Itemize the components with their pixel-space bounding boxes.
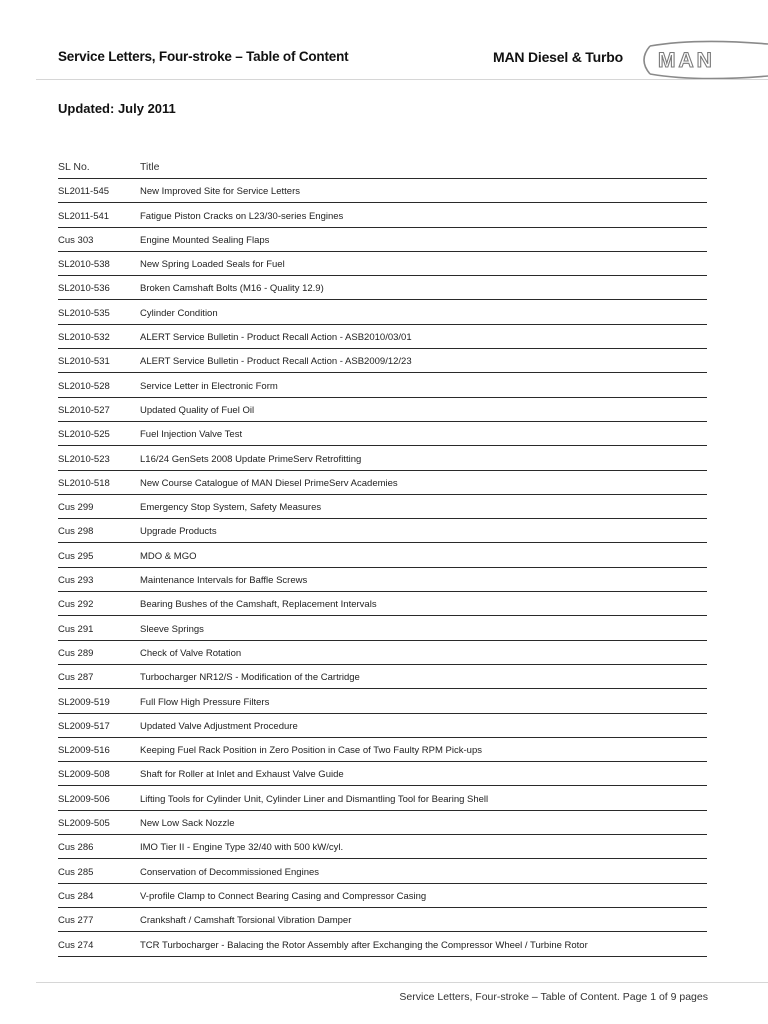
title-cell: Service Letter in Electronic Form [140,380,278,392]
table-row [58,689,707,713]
table-row [58,616,707,640]
title-cell: Engine Mounted Sealing Flaps [140,234,270,246]
sl-number-cell: SL2010-523 [58,453,110,465]
sl-number-cell: SL2009-506 [58,793,110,805]
sl-number-cell: SL2011-541 [58,210,110,222]
title-cell: L16/24 GenSets 2008 Update PrimeServ Retrofitting [140,453,362,465]
sl-number-cell: SL2009-505 [58,818,110,830]
table-row [58,665,707,689]
sl-number-cell: SL2009-517 [58,720,110,732]
table-row [58,835,707,859]
table-row [58,203,707,227]
sl-number-cell: Cus 286 [58,842,94,854]
sl-number-cell: SL2010-538 [58,259,110,271]
sl-number-cell: SL2010-527 [58,404,110,416]
sl-number-cell: Cus 284 [58,890,94,902]
table-row [58,325,707,349]
table-row [58,811,707,835]
sl-number-cell: Cus 303 [58,234,94,246]
title-cell: Conservation of Decommissioned Engines [140,866,320,878]
table-row [58,714,707,738]
sl-number-cell: Cus 292 [58,599,94,611]
table-row [58,738,707,762]
table-row [58,228,707,252]
title-cell: V-profile Clamp to Connect Bearing Casing and Compressor Casing [140,890,427,902]
header-divider [36,79,768,80]
column-header-title: Title [140,161,160,173]
title-cell: Check of Valve Rotation [140,647,242,659]
title-cell: Updated Valve Adjustment Procedure [140,720,298,732]
title-cell: Full Flow High Pressure Filters [140,696,270,708]
title-cell: Crankshaft / Camshaft Torsional Vibration Damper [140,915,352,927]
title-cell: MDO & MGO [140,550,197,562]
table-row [58,884,707,908]
table-row [58,641,707,665]
document-title: Service Letters, Four-stroke – Table of Content [58,49,349,64]
table-row [58,859,707,883]
table-row [58,471,707,495]
title-cell: TCR Turbocharger - Balacing the Rotor Assembly after Exchanging the Compressor Wheel / Turbine Rotor [140,939,588,951]
table-row [58,179,707,203]
sl-number-cell: Cus 277 [58,915,94,927]
table-row [58,495,707,519]
title-cell: ALERT Service Bulletin - Product Recall Action - ASB2009/12/23 [140,356,412,368]
title-cell: New Improved Site for Service Letters [140,186,300,198]
table-row [58,422,707,446]
title-cell: Updated Quality of Fuel Oil [140,404,255,416]
title-cell: ALERT Service Bulletin - Product Recall Action - ASB2010/03/01 [140,332,412,344]
title-cell: IMO Tier II - Engine Type 32/40 with 500 kW/cyl. [140,842,344,854]
column-header-sl-no: SL No. [58,161,90,173]
sl-number-cell: SL2009-516 [58,745,110,757]
sl-number-cell: Cus 295 [58,550,94,562]
table-row [58,932,707,956]
title-cell: Upgrade Products [140,526,217,538]
table-row [58,446,707,470]
sl-number-cell: SL2010-525 [58,429,110,441]
man-logo [636,40,768,80]
sl-number-cell: SL2010-535 [58,307,110,319]
sl-number-cell: Cus 298 [58,526,94,538]
sl-number-cell: Cus 291 [58,623,94,635]
table-row [58,908,707,932]
sl-number-cell: SL2010-532 [58,332,110,344]
title-cell: Fatigue Piston Cracks on L23/30-series Engines [140,210,344,222]
table-row [58,762,707,786]
title-cell: Bearing Bushes of the Camshaft, Replacement Intervals [140,599,377,611]
title-cell: Maintenance Intervals for Baffle Screws [140,575,308,587]
sl-number-cell: SL2010-518 [58,477,110,489]
sl-number-cell: Cus 299 [58,502,94,514]
sl-number-cell: SL2011-545 [58,186,110,198]
sl-number-cell: Cus 274 [58,939,94,951]
sl-number-cell: SL2009-508 [58,769,110,781]
table-row [58,519,707,543]
title-cell: Fuel Injection Valve Test [140,429,243,441]
service-letters-table [58,157,707,957]
logo-lettering: MAN [658,49,715,72]
title-cell: New Course Catalogue of MAN Diesel PrimeServ Academies [140,477,398,489]
title-cell: Emergency Stop System, Safety Measures [140,502,322,514]
table-row [58,300,707,324]
table-row [58,543,707,567]
brand-name: MAN Diesel & Turbo [493,49,623,65]
table-row [58,592,707,616]
title-cell: Lifting Tools for Cylinder Unit, Cylinder Liner and Dismantling Tool for Bearing Shell [140,793,489,805]
sl-number-cell: Cus 285 [58,866,94,878]
title-cell: Cylinder Condition [140,307,218,319]
title-cell: New Low Sack Nozzle [140,818,235,830]
sl-number-cell: SL2009-519 [58,696,110,708]
table-row [58,276,707,300]
sl-number-cell: SL2010-528 [58,380,110,392]
updated-date: Updated: July 2011 [58,101,176,116]
sl-number-cell: SL2010-536 [58,283,110,295]
title-cell: Turbocharger NR12/S - Modification of the Cartridge [140,672,360,684]
table-row [58,252,707,276]
table-row [58,349,707,373]
table-row [58,373,707,397]
page-footer: Service Letters, Four-stroke – Table of Content. Page 1 of 9 pages [399,991,708,1003]
sl-number-cell: Cus 293 [58,575,94,587]
footer-divider [36,982,768,983]
title-cell: Keeping Fuel Rack Position in Zero Position in Case of Two Faulty RPM Pick-ups [140,745,482,757]
table-row [58,786,707,810]
table-row [58,398,707,422]
title-cell: Sleeve Springs [140,623,204,635]
title-cell: Shaft for Roller at Inlet and Exhaust Valve Guide [140,769,344,781]
sl-number-cell: Cus 287 [58,672,94,684]
table-header-row [58,157,707,179]
sl-number-cell: Cus 289 [58,647,94,659]
table-row [58,568,707,592]
sl-number-cell: SL2010-531 [58,356,110,368]
title-cell: New Spring Loaded Seals for Fuel [140,259,285,271]
page-header [0,0,768,80]
title-cell: Broken Camshaft Bolts (M16 - Quality 12.9) [140,283,324,295]
